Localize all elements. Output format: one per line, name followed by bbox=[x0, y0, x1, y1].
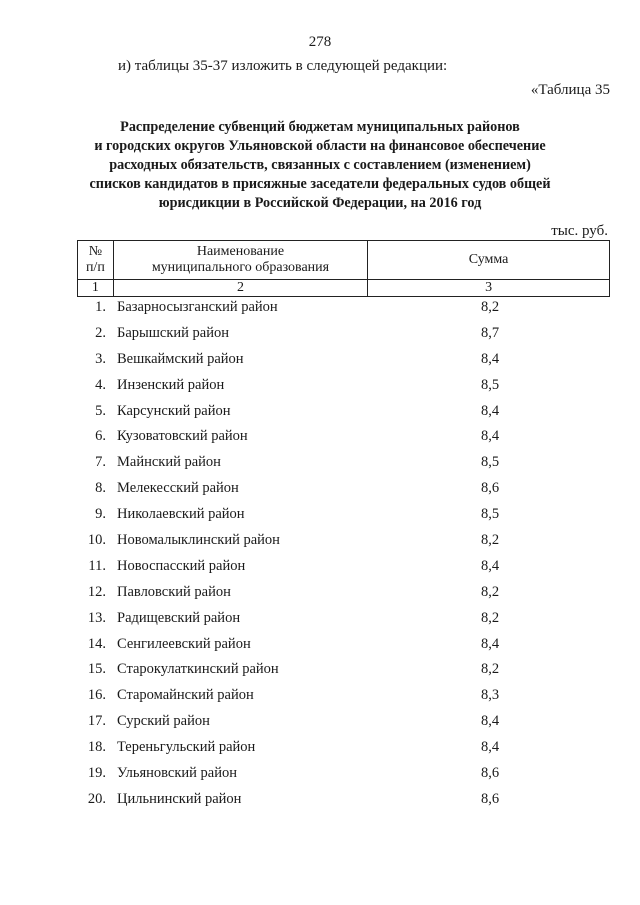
table-body bbox=[77, 296, 610, 814]
row-number: 15. bbox=[87, 661, 106, 678]
row-name: Майнский район bbox=[117, 454, 221, 471]
row-number: 10. bbox=[87, 532, 106, 549]
row-name: Тереньгульский район bbox=[117, 739, 256, 756]
row-number: 12. bbox=[87, 583, 106, 600]
header-name-line1: Наименование bbox=[196, 244, 285, 259]
row-sum: 8,2 bbox=[481, 532, 500, 549]
row-name: Кузоватовский район bbox=[117, 428, 248, 445]
table-row bbox=[77, 607, 610, 633]
table-row bbox=[77, 503, 610, 529]
row-number: 19. bbox=[87, 765, 106, 782]
row-name: Радищевский район bbox=[117, 609, 241, 626]
row-sum: 8,7 bbox=[481, 324, 500, 341]
row-name: Карсунский район bbox=[117, 402, 231, 419]
table-row bbox=[77, 736, 610, 762]
table-row bbox=[77, 400, 610, 426]
row-number: 20. bbox=[87, 790, 106, 807]
row-sum: 8,4 bbox=[481, 402, 500, 419]
row-number: 13. bbox=[87, 609, 106, 626]
title-line: и городских округов Ульяновской области на финансовое обеспечение bbox=[94, 138, 546, 154]
row-number: 14. bbox=[87, 635, 106, 652]
row-sum: 8,2 bbox=[481, 299, 500, 315]
page-number: 278 bbox=[308, 34, 332, 50]
column-number: 3 bbox=[368, 280, 610, 297]
row-name: Новоспасский район bbox=[117, 557, 246, 574]
table-row bbox=[77, 477, 610, 503]
title-line: Распределение субвенций бюджетам муниципальных районов bbox=[120, 119, 520, 135]
row-name: Инзенский район bbox=[117, 376, 225, 393]
row-name: Николаевский район bbox=[117, 506, 245, 523]
column-number: 2 bbox=[113, 280, 367, 297]
header-row bbox=[78, 241, 610, 280]
row-sum: 8,6 bbox=[481, 765, 500, 782]
row-name: Барышский район bbox=[117, 324, 229, 341]
row-sum: 8,5 bbox=[481, 454, 500, 471]
row-name: Ульяновский район bbox=[117, 765, 238, 782]
header-sum: Сумма bbox=[368, 241, 610, 280]
title-line: юрисдикции в Российской Федерации, на 2016 год bbox=[158, 195, 482, 211]
row-number: 9. bbox=[95, 506, 106, 523]
table-row bbox=[77, 374, 610, 400]
table-row bbox=[77, 710, 610, 736]
row-name: Сурский район bbox=[117, 713, 210, 730]
title-line: расходных обязательств, связанных с составлением (изменением) bbox=[109, 157, 531, 173]
row-sum: 8,5 bbox=[481, 506, 500, 523]
row-sum: 8,4 bbox=[481, 739, 500, 756]
row-sum: 8,4 bbox=[481, 350, 500, 367]
row-sum: 8,2 bbox=[481, 609, 500, 626]
row-number: 11. bbox=[88, 557, 106, 574]
row-sum: 8,4 bbox=[481, 557, 500, 574]
row-sum: 8,6 bbox=[481, 790, 500, 807]
table-row bbox=[77, 296, 610, 322]
row-number: 7. bbox=[95, 454, 106, 471]
header-num bbox=[78, 241, 114, 280]
intro-text: и) таблицы 35-37 изложить в следующей редакции: bbox=[118, 58, 448, 74]
row-name: Цильнинский район bbox=[117, 790, 242, 807]
table-row bbox=[77, 658, 610, 684]
header-name bbox=[113, 241, 367, 280]
row-sum: 8,2 bbox=[481, 583, 500, 600]
table-row bbox=[77, 555, 610, 581]
row-name: Новомалыклинский район bbox=[117, 532, 280, 549]
row-sum: 8,2 bbox=[481, 661, 500, 678]
table-row bbox=[77, 451, 610, 477]
row-name: Базарносызганский район bbox=[117, 299, 278, 315]
row-number: 5. bbox=[95, 402, 106, 419]
row-number: 8. bbox=[95, 480, 106, 497]
row-number: 6. bbox=[95, 428, 106, 445]
row-number: 18. bbox=[87, 739, 106, 756]
header-num-line1: № bbox=[88, 244, 103, 259]
row-sum: 8,6 bbox=[481, 480, 500, 497]
table-row bbox=[77, 348, 610, 374]
row-name: Мелекесский район bbox=[117, 480, 239, 497]
row-sum: 8,3 bbox=[481, 687, 500, 704]
column-number: 1 bbox=[78, 280, 114, 297]
row-name: Сенгилеевский район bbox=[117, 635, 251, 652]
document-title bbox=[80, 118, 560, 213]
header-name-line2: муниципального образования bbox=[151, 260, 330, 275]
row-number: 16. bbox=[87, 687, 106, 704]
row-number: 2. bbox=[95, 324, 106, 341]
table-label: «Таблица 35 bbox=[530, 82, 610, 98]
table-row bbox=[77, 529, 610, 555]
column-number-row bbox=[78, 280, 610, 297]
title-line: списков кандидатов в присяжные заседатели федеральных судов общей bbox=[89, 176, 551, 192]
row-sum: 8,4 bbox=[481, 713, 500, 730]
row-sum: 8,4 bbox=[481, 635, 500, 652]
row-name: Старомайнский район bbox=[117, 687, 254, 704]
row-name: Павловский район bbox=[117, 583, 231, 600]
table-header bbox=[77, 240, 610, 297]
row-sum: 8,5 bbox=[481, 376, 500, 393]
row-number: 17. bbox=[87, 713, 106, 730]
table-row bbox=[77, 633, 610, 659]
table-row bbox=[77, 684, 610, 710]
unit-label: тыс. руб. bbox=[551, 223, 608, 239]
table-row bbox=[77, 425, 610, 451]
row-name: Вешкаймский район bbox=[117, 350, 244, 367]
row-number: 1. bbox=[95, 299, 106, 315]
row-sum: 8,4 bbox=[481, 428, 500, 445]
table-row bbox=[77, 788, 610, 814]
table-row bbox=[77, 762, 610, 788]
row-name: Старокулаткинский район bbox=[117, 661, 279, 678]
row-number: 4. bbox=[95, 376, 106, 393]
header-num-line2: п/п bbox=[85, 260, 105, 275]
table-row bbox=[77, 581, 610, 607]
row-number: 3. bbox=[95, 350, 106, 367]
table-row bbox=[77, 322, 610, 348]
